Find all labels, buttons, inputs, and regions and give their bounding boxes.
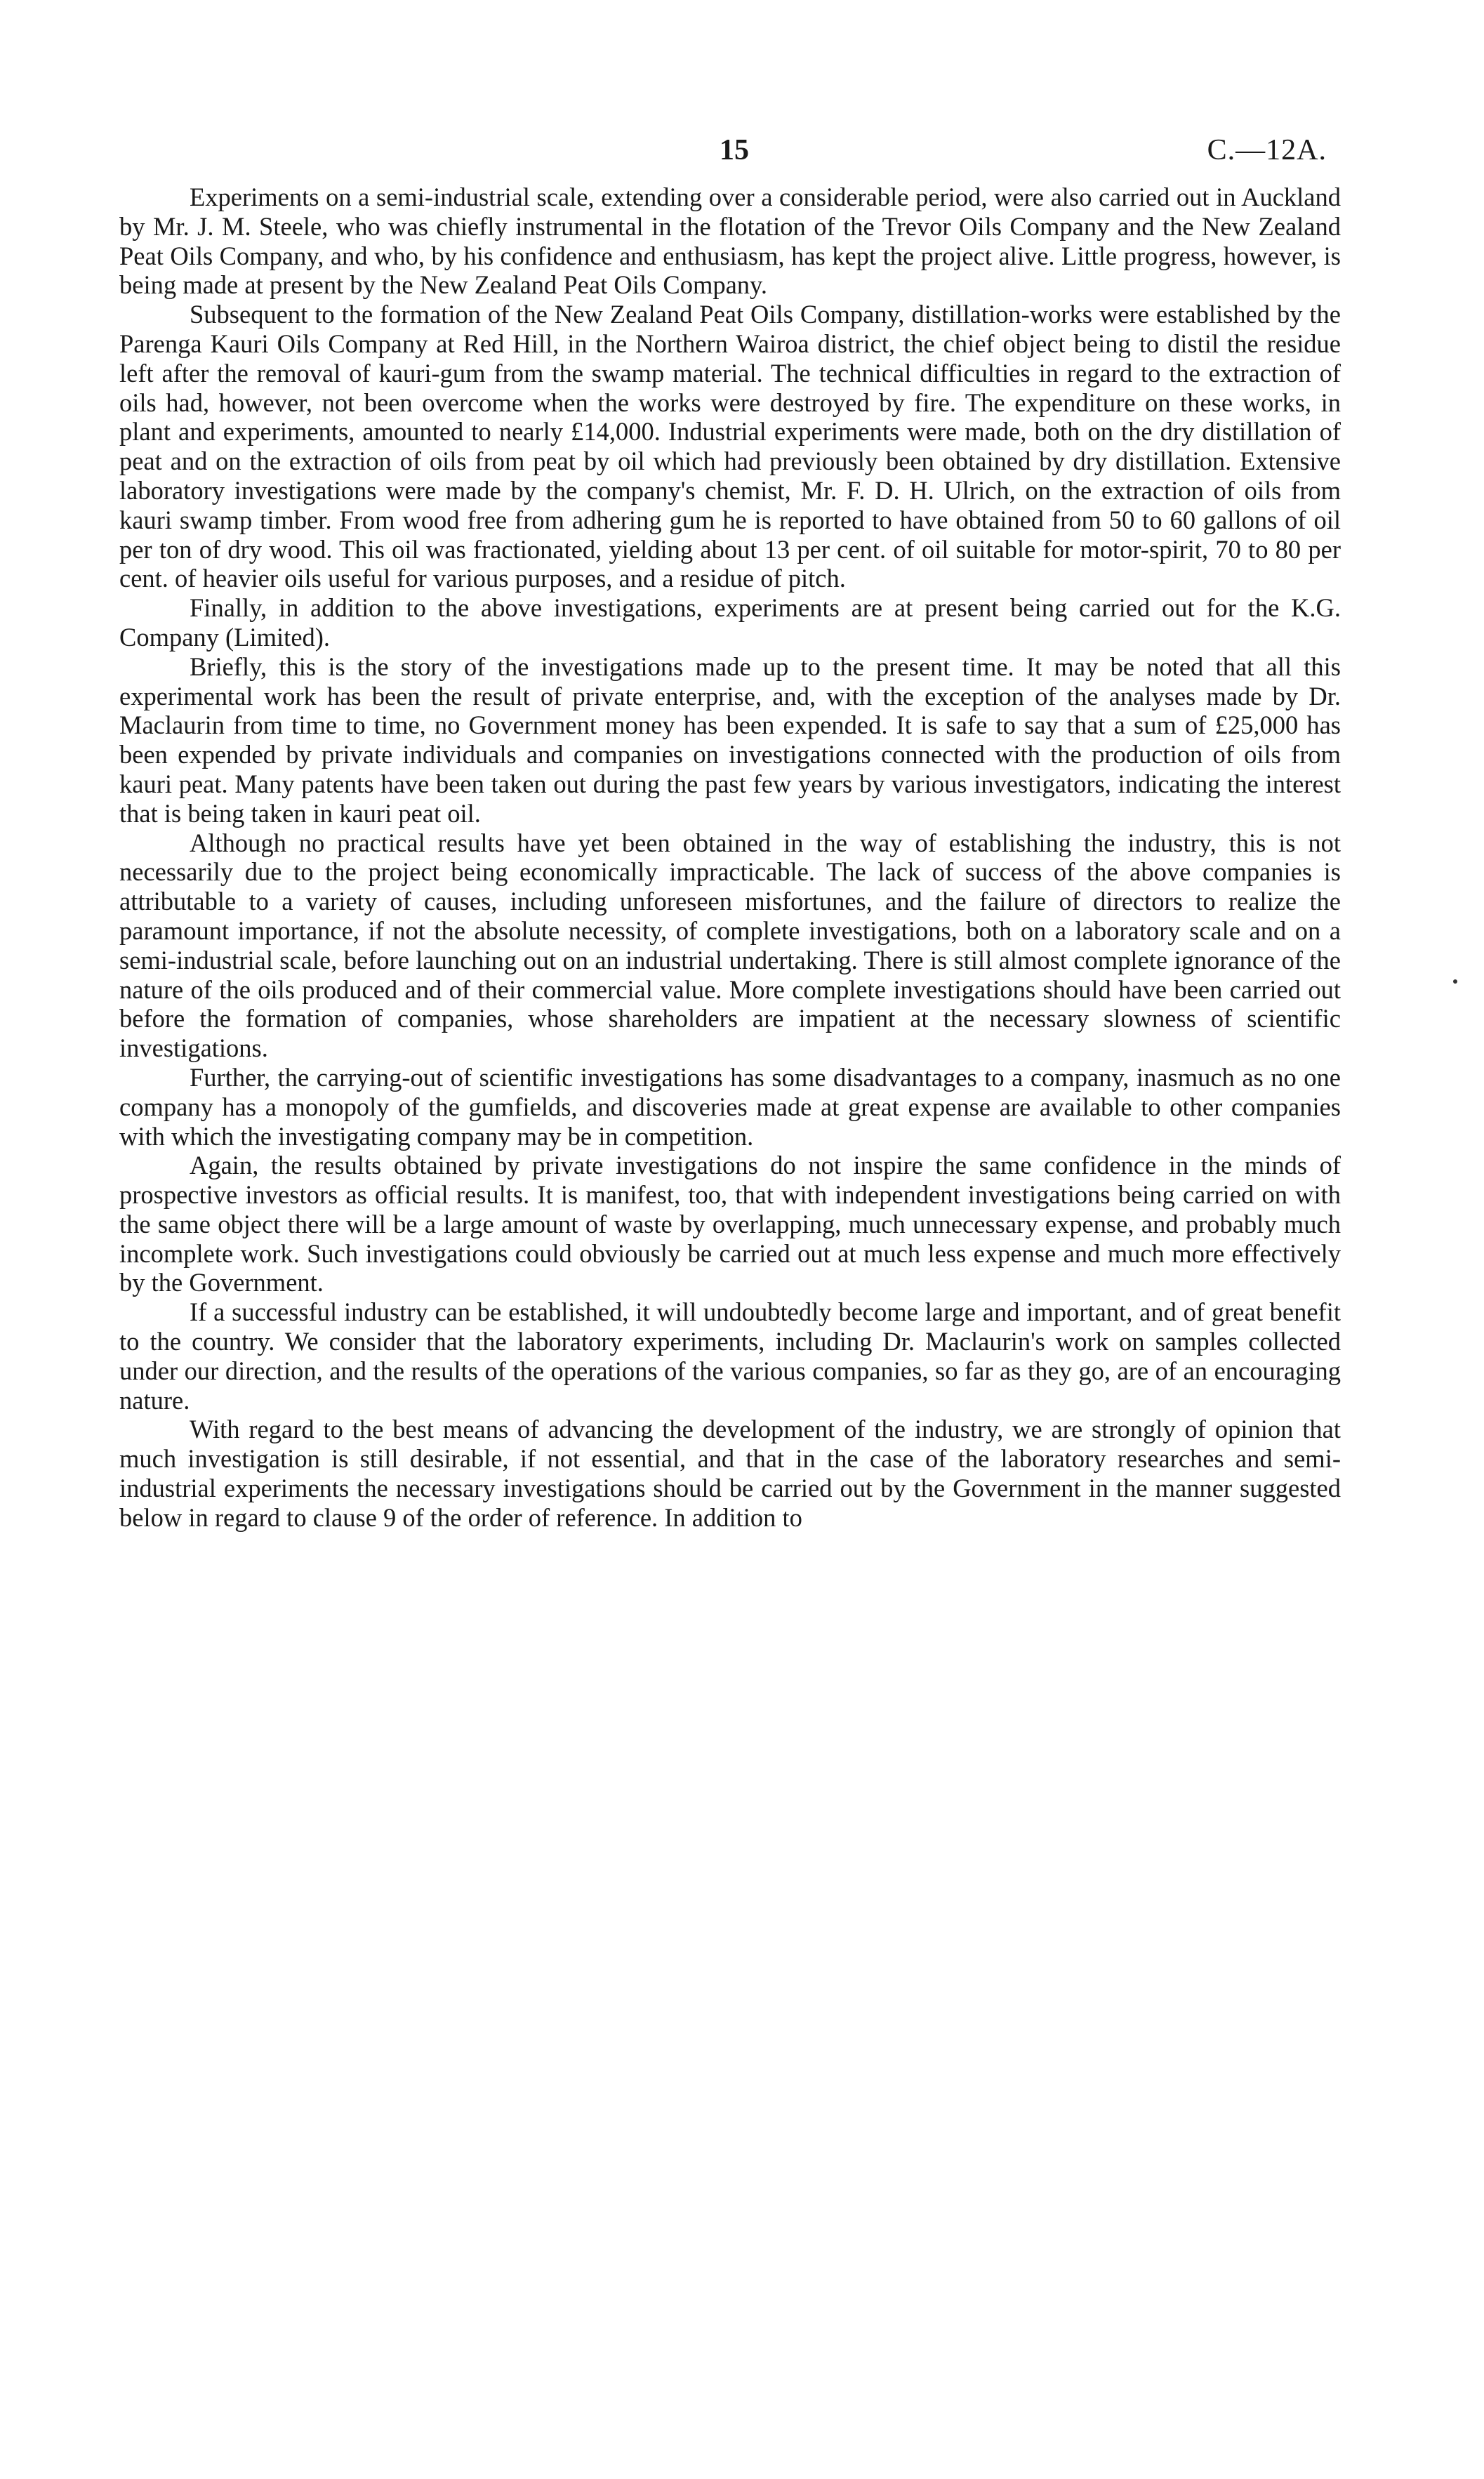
document-page <box>119 126 1341 1533</box>
page-number: 15 <box>720 134 749 166</box>
paragraph-no-practical-results: Although no practical results have yet been obtained in the way of establishing the industry, this is not necessarily due to the project being economically impracticable. The lack of success of the above companies is attributable to a variety of causes, including unforeseen misfortunes, and the failure of directors to realize the paramount importance, if not the absolute necessity, of complete investigations, both on a laboratory scale and on a semi-industrial scale, before launching out on an industrial undertaking. There is still almost complete ignorance of the nature of the oils produced and of their commercial value. More complete investigations should have been carried out before the formation of companies, whose shareholders are impatient at the necessary slowness of scientific investigations. <box>119 828 1341 1063</box>
paragraph-disadvantages: Further, the carrying-out of scientific investigations has some disadvantages to a company, inasmuch as no one company has a monopoly of the gumfields, and discoveries made at great expense are available to other companies with which the investigating company may be in competition. <box>119 1062 1341 1151</box>
paragraph-private-investigations: Again, the results obtained by private investigations do not inspire the same confidence in the minds of prospective investors as official results. It is manifest, too, that with independent investigations being carried on with the same object there will be a large amount of waste by overlapping, much unnecessary expense, and probably much incomplete work. Such investigations could obviously be carried out at much less expense and much more effectively by the Government. <box>119 1151 1341 1297</box>
margin-mark <box>1453 979 1457 984</box>
paragraph-parenga-company: Subsequent to the formation of the New Zealand Peat Oils Company, distillation-works were established by the Parenga Kauri Oils Company at Red Hill, in the Northern Wairoa district, the chief object being to distil the residue left after the removal of kauri-gum from the swamp material. The technical difficulties in regard to the extraction of oils had, however, not been overcome when the works were destroyed by fire. The expenditure on these works, in plant and experiments, amounted to nearly £14,000. Industrial experiments were made, both on the dry distillation of peat and on the extraction of oils from peat by oil which had previously been obtained by dry distillation. Extensive laboratory investigations were made by the company's chemist, Mr. F. D. H. Ulrich, on the extraction of oils from kauri swamp timber. From wood free from adhering gum he is reported to have obtained from 50 to 60 gallons of oil per ton of dry wood. This oil was fractionated, yielding about 13 per cent. of oil suitable for motor-spirit, 70 to 80 per cent. of heavier oils useful for various purposes, and a residue of pitch. <box>119 300 1341 593</box>
paragraph-best-means: With regard to the best means of advancing the development of the industry, we are strongly of opinion that much investigation is still desirable, if not essential, and that in the case of the laboratory researches and semi-industrial experiments the necessary investigations should be carried out by the Government in the manner suggested below in regard to clause 9 of the order of reference. In addition to <box>119 1415 1341 1532</box>
body-text <box>119 183 1341 1533</box>
paragraph-story-summary: Briefly, this is the story of the investigations made up to the present time. It may be noted that all this experimental work has been the result of private enterprise, and, with the exception of the analyses made by Dr. Maclaurin from time to time, no Government money has been expended. It is safe to say that a sum of £25,000 has been expended by private individuals and companies on investigations connected with the production of oils from kauri peat. Many patents have been taken out during the past few years by various investigators, indicating the interest that is being taken in kauri peat oil. <box>119 652 1341 828</box>
paragraph-steele-experiments: Experiments on a semi-industrial scale, extending over a considerable period, were also carried out in Auckland by Mr. J. M. Steele, who was chiefly instrumental in the flotation of the Trevor Oils Company and the New Zealand Peat Oils Company, and who, by his confidence and enthusiasm, has kept the project alive. Little progress, however, is being made at present by the New Zealand Peat Oils Company. <box>119 183 1341 300</box>
page-header <box>119 126 1341 183</box>
paragraph-successful-industry: If a successful industry can be established, it will undoubtedly become large and important, and of great benefit to the country. We consider that the laboratory experiments, including Dr. Maclaurin's work on samples collected under our direction, and the results of the operations of the various companies, so far as they go, are of an encouraging nature. <box>119 1297 1341 1415</box>
document-code: C.—12A. <box>1207 134 1327 166</box>
paragraph-kg-company: Finally, in addition to the above investigations, experiments are at present being carried out for the K.G. Company (Limited). <box>119 593 1341 652</box>
